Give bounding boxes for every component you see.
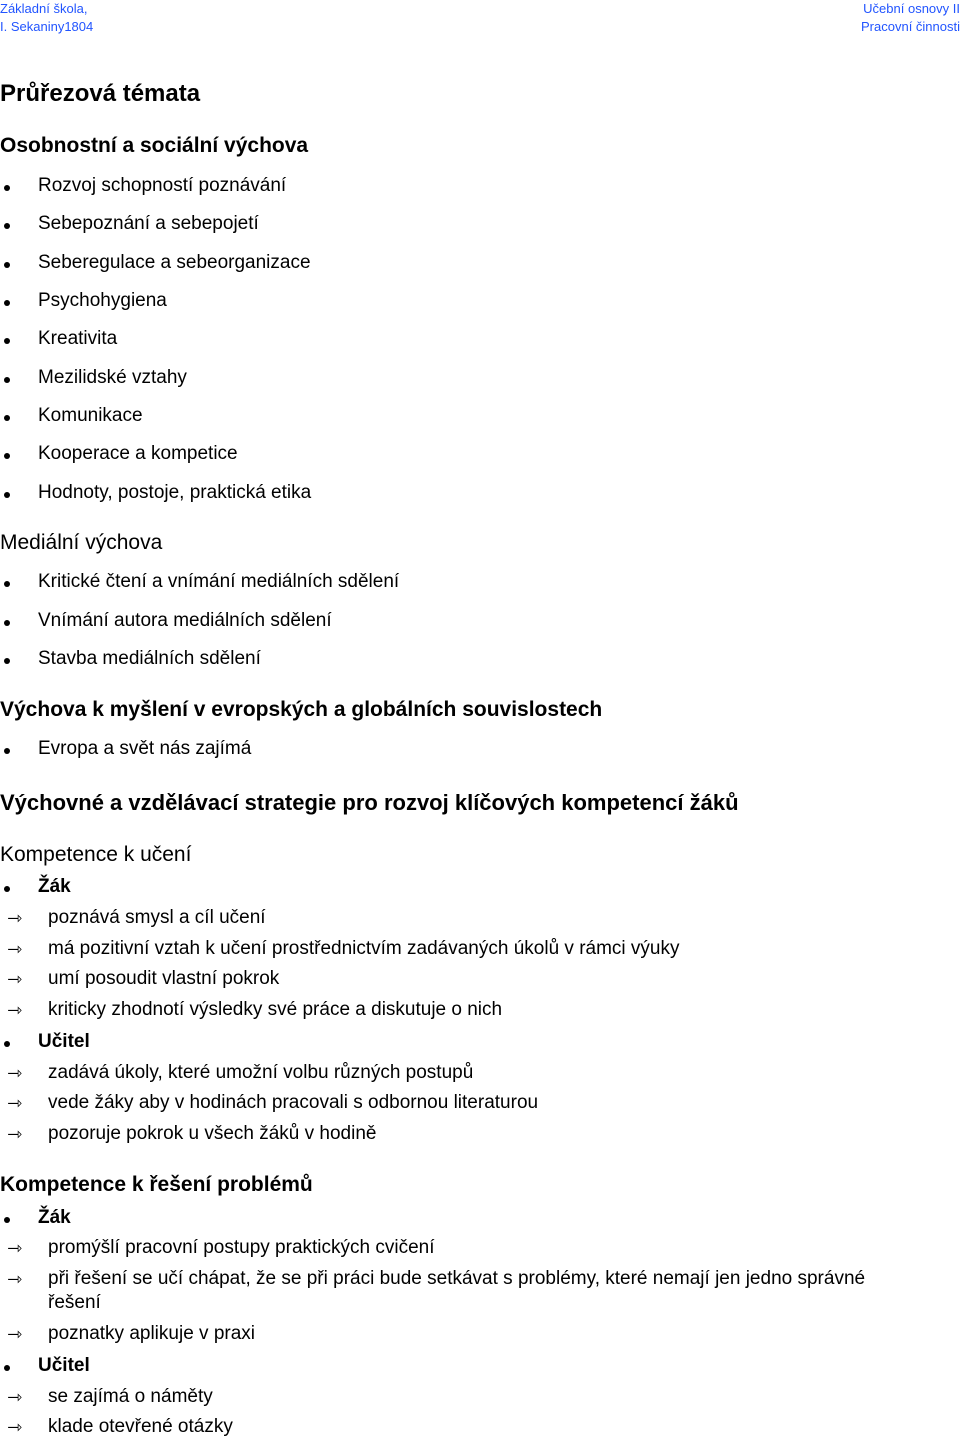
arrow-right-icon: ⇾ [7,1387,23,1407]
arrow-right-icon: ⇾ [7,1093,23,1113]
bullet-icon [4,492,10,498]
arrow-right-icon: ⇾ [7,1124,23,1144]
bullet-icon [4,453,10,459]
bullet-icon [4,1041,10,1047]
arrow-right-icon: ⇾ [7,1417,23,1437]
bullet-icon [4,581,10,587]
arrow-right-icon: ⇾ [7,939,23,959]
arrow-right-icon: ⇾ [7,1324,23,1344]
bullet-icon [4,886,10,892]
bullet-icon [4,1365,10,1371]
header-school-name: Základní škola, [0,1,88,16]
mv-heading: Mediální výchova [0,531,163,554]
kompetence-uceni-heading: Kompetence k učení [0,843,192,866]
vmegs-heading: Výchova k myšlení v evropských a globálních souvislostech [0,698,603,721]
strategies-heading: Výchovné a vzdělávací strategie pro rozvoj klíčových kompetencí žáků [0,790,739,815]
arrow-right-icon: ⇾ [7,969,23,989]
header-school [0,0,93,36]
bullet-icon [4,377,10,383]
bullet-icon [4,300,10,306]
osv-heading: Osobnostní a sociální výchova [0,134,309,157]
bullet-icon [4,223,10,229]
header-document [861,0,960,36]
bullet-icon [4,262,10,268]
header-school-address: I. Sekaniny1804 [0,19,94,34]
arrow-right-icon: ⇾ [7,1238,23,1258]
page-title: Průřezová témata [0,80,201,107]
bullet-icon [4,415,10,421]
bullet-icon [4,185,10,191]
bullet-icon [4,620,10,626]
bullet-icon [4,1217,10,1223]
arrow-right-icon: ⇾ [7,908,23,928]
bullet-icon [4,338,10,344]
bullet-icon [4,748,10,754]
bullet-icon [4,658,10,664]
header-document-title: Učební osnovy II [863,1,960,16]
arrow-right-icon: ⇾ [7,1000,23,1020]
kompetence-problemy-heading: Kompetence k řešení problémů [0,1173,313,1196]
arrow-right-icon: ⇾ [7,1063,23,1083]
header-document-subject: Pracovní činnosti [861,19,960,34]
arrow-right-icon: ⇾ [7,1269,23,1289]
